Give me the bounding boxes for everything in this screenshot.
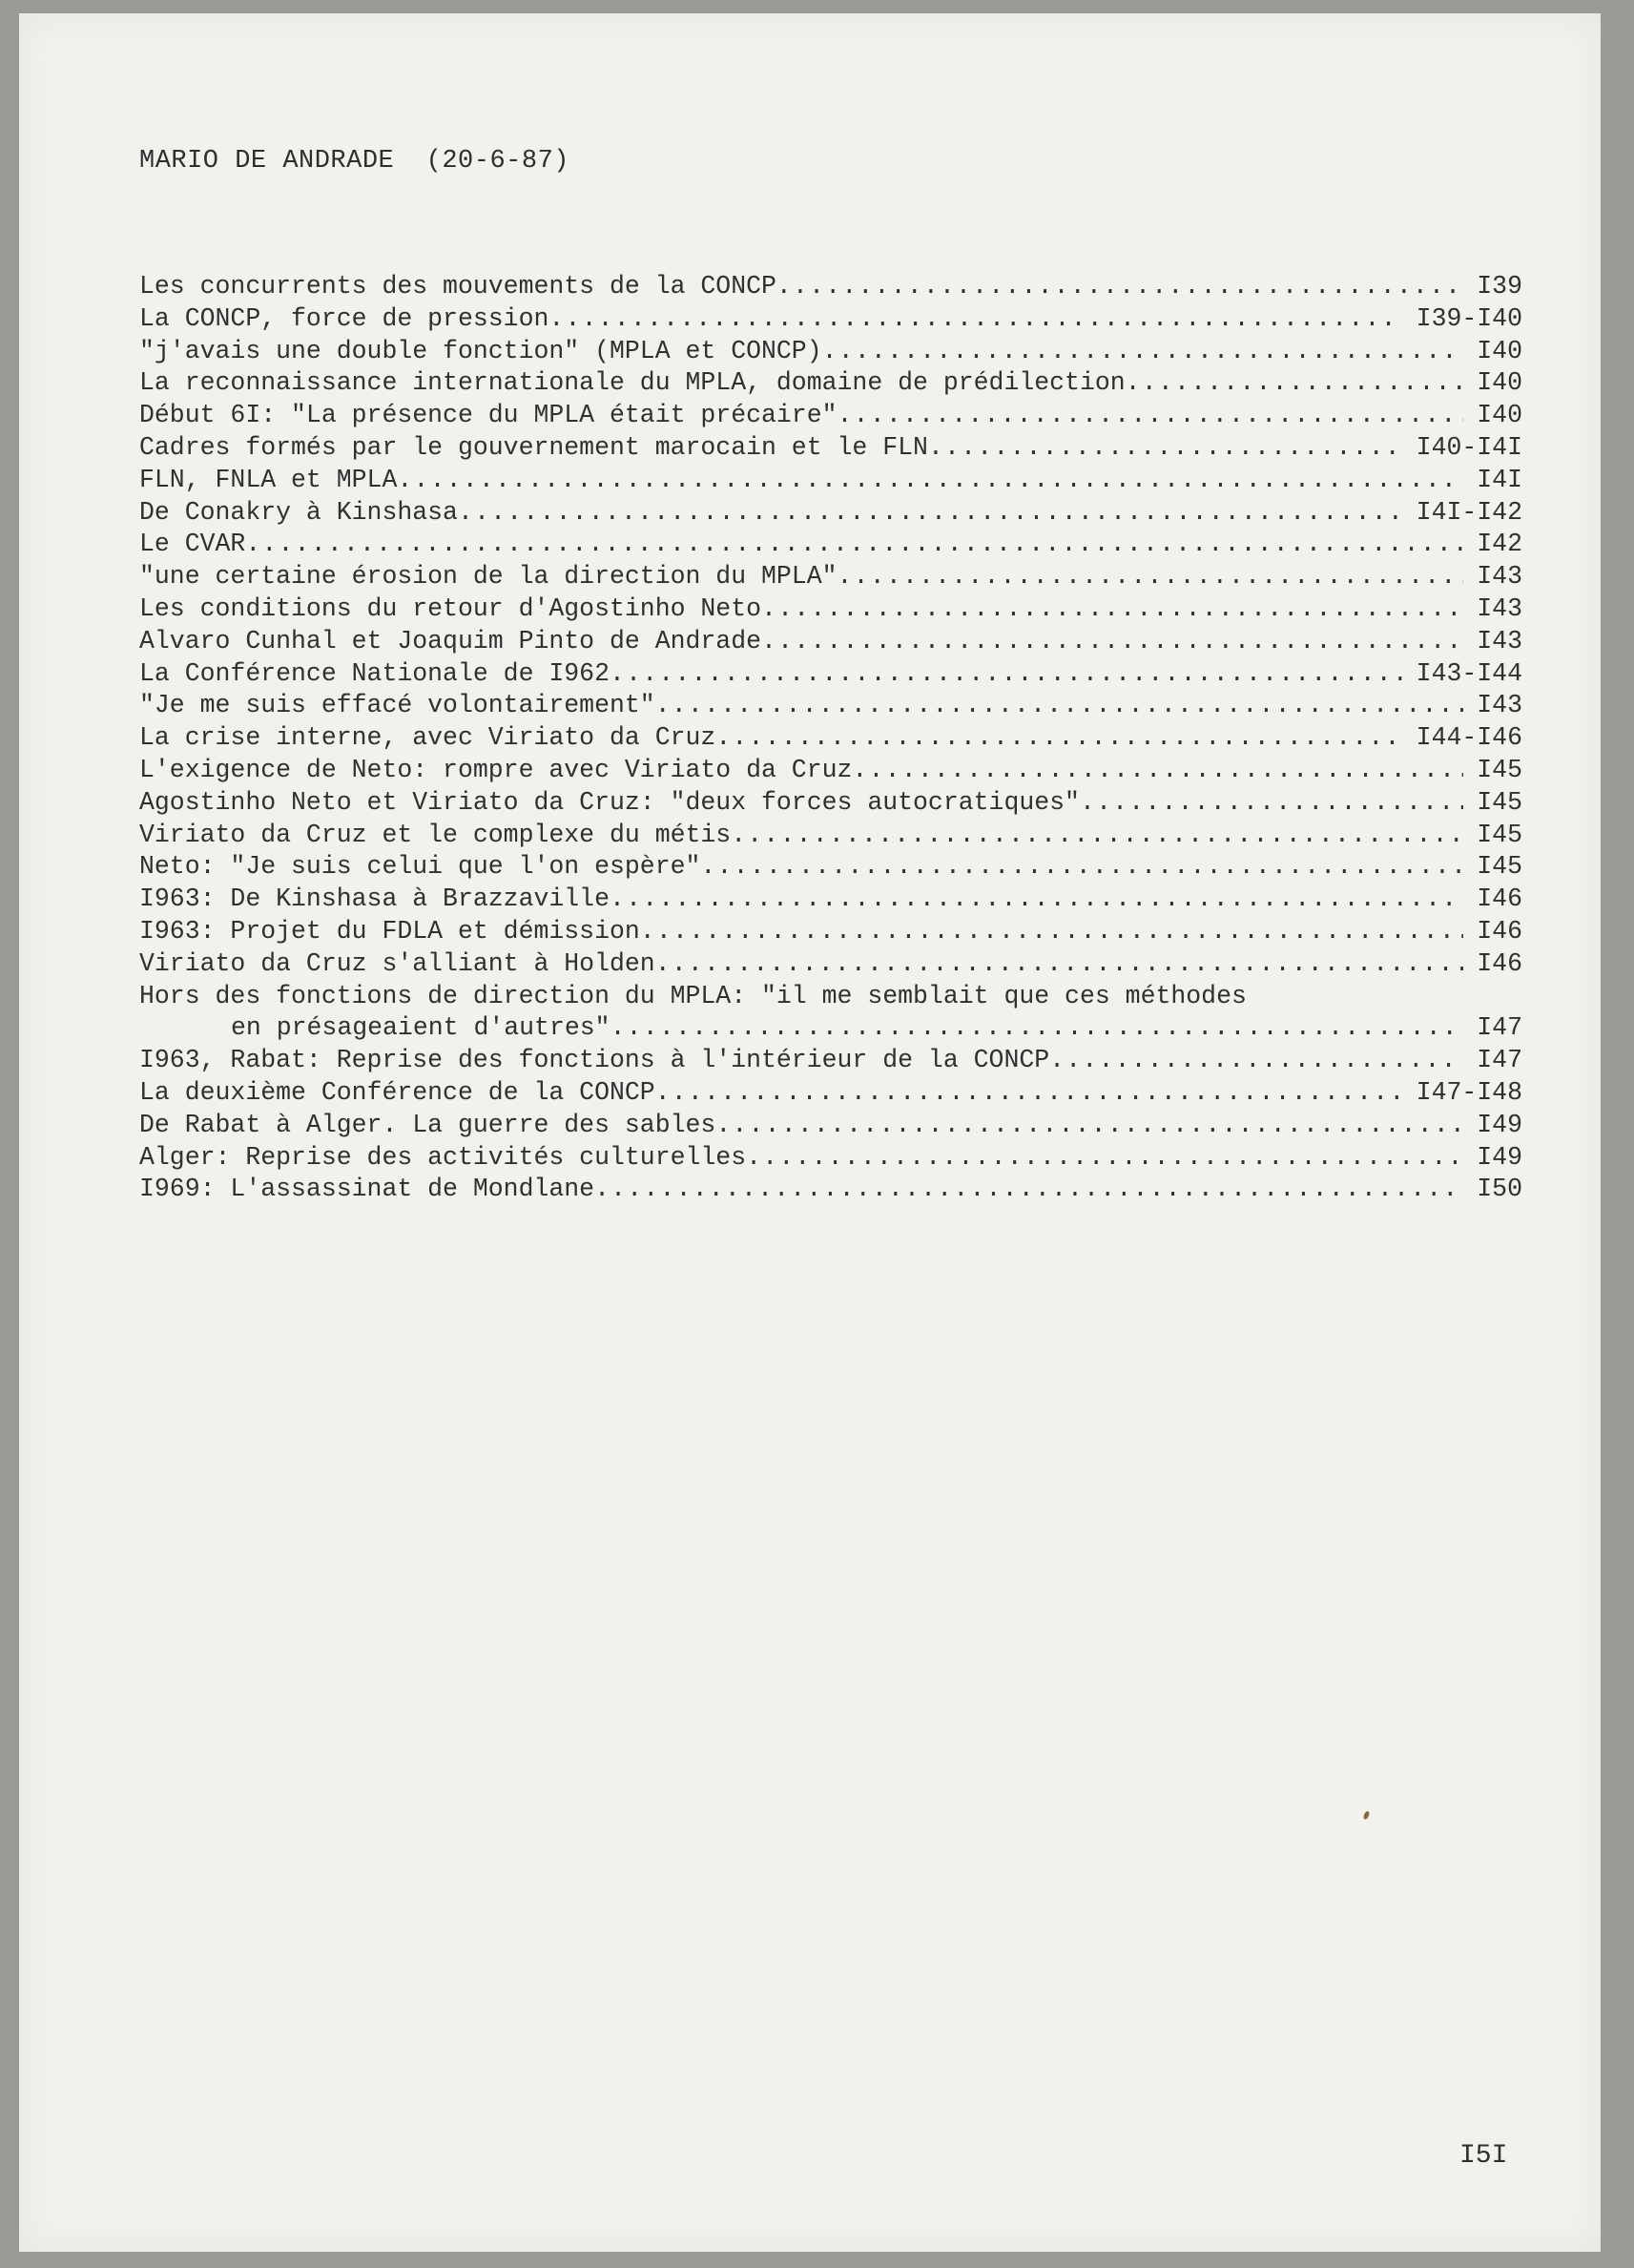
toc-leader-dots: [1126, 367, 1464, 400]
toc-leader-dots: [776, 271, 1463, 303]
toc-entry-page: I40: [1477, 368, 1522, 398]
toc-entry-page: I47: [1477, 1013, 1522, 1043]
toc-leader-dots: [594, 1174, 1463, 1206]
toc-entry-page: I47: [1477, 1046, 1522, 1075]
toc-entry-title: Le CVAR: [139, 530, 246, 559]
toc-entry: [139, 529, 1522, 561]
toc-entry-title: en présageaient d'autres": [231, 1013, 610, 1043]
toc-entry-page: I43: [1477, 626, 1522, 655]
toc-entry: [139, 497, 1522, 530]
toc-entry-title: Les conditions du retour d'Agostinho Neto: [139, 593, 762, 623]
paper-speck: [1362, 1810, 1370, 1820]
toc-entry-title: Neto: "Je suis celui que l'on espère": [139, 852, 701, 882]
toc-entry-title: I963, Rabat: Reprise des fonctions à l'intérieur de la CONCP: [139, 1046, 1050, 1075]
toc-leader-dots: [655, 948, 1464, 981]
toc-leader-dots: [838, 400, 1464, 432]
toc-entry: [139, 626, 1522, 658]
toc-leader-dots: [548, 303, 1402, 336]
toc-entry-page: I43: [1477, 593, 1522, 623]
toc-leader-dots: [610, 658, 1403, 691]
toc-entry-title: "Je me suis effacé volontairement": [139, 691, 655, 720]
toc-entry-title: La reconnaissance internationale du MPLA, domaine de prédilection: [139, 368, 1126, 398]
toc-entry-page: I45: [1477, 755, 1522, 784]
toc-entry-page: I45: [1477, 787, 1522, 817]
toc-entry-page: I46: [1477, 884, 1522, 914]
toc-entry-title: La crise interne, avec Viriato da Cruz: [139, 723, 716, 753]
toc-leader-dots: [610, 1012, 1464, 1045]
toc-entry-title: Agostinho Neto et Viriato da Cruz: "deux forces autocratiques": [139, 787, 1080, 817]
toc-entry: [139, 465, 1522, 497]
toc-entry: [139, 658, 1522, 691]
toc-entry-title: La Conférence Nationale de I962: [139, 658, 610, 688]
toc-entry-page: I43: [1477, 691, 1522, 720]
toc-entry-title-line: Hors des fonctions de direction du MPLA: "il me semblait que ces méthodes: [139, 981, 1247, 1010]
toc-entry-title: La deuxième Conférence de la CONCP: [139, 1077, 655, 1107]
toc-leader-dots: [715, 722, 1402, 755]
toc-entry-title: "j'avais une double fonction" (MPLA et CONCP): [139, 336, 822, 365]
toc-entry: [139, 787, 1522, 820]
toc-entry: [139, 851, 1522, 884]
toc-entry: [139, 722, 1522, 755]
toc-leader-dots: [640, 916, 1463, 948]
toc-entry: [139, 884, 1522, 916]
toc-entry-title: FLN, FNLA et MPLA: [139, 465, 398, 494]
toc-leader-dots: [838, 561, 1464, 593]
toc-entry: [139, 303, 1522, 336]
toc-entry: [139, 432, 1522, 465]
toc-entry-page: I44-I46: [1416, 723, 1522, 753]
toc-entry-title: Viriato da Cruz s'alliant à Holden: [139, 948, 655, 978]
toc-entry-page: I39-I40: [1416, 303, 1522, 333]
toc-entry-title: I969: L'assassinat de Mondlane: [139, 1175, 595, 1204]
toc-leader-dots: [715, 1110, 1463, 1142]
toc-entry-title: De Conakry à Kinshasa: [139, 497, 458, 527]
toc-entry-page: I4I-I42: [1416, 497, 1522, 527]
toc-entry-page: I43-I44: [1416, 658, 1522, 688]
toc-entry-title: De Rabat à Alger. La guerre des sables: [139, 1110, 716, 1139]
toc-entry-title: Alger: Reprise des activités culturelles: [139, 1142, 747, 1172]
toc-entry-title: Viriato da Cruz et le complexe du métis: [139, 820, 732, 849]
toc-entry-page: I40: [1477, 336, 1522, 365]
toc-leader-dots: [1049, 1045, 1463, 1077]
toc-entry: [139, 367, 1522, 400]
toc-entry-page: I46: [1477, 916, 1522, 946]
table-of-contents: [139, 271, 1522, 1206]
toc-entry: [139, 593, 1522, 626]
toc-entry: [139, 1142, 1522, 1175]
toc-entry-page: I43: [1477, 562, 1522, 592]
toc-leader-dots: [397, 465, 1463, 497]
toc-entry: [139, 1110, 1522, 1142]
toc-entry-page: I4I: [1477, 465, 1522, 494]
toc-entry: [139, 1077, 1522, 1110]
toc-entry-title: Cadres formés par le gouvernement marocain et le FLN: [139, 432, 928, 462]
toc-entry-title: Début 6I: "La présence du MPLA était précaire": [139, 401, 838, 430]
toc-entry-title: Alvaro Cunhal et Joaquim Pinto de Andrade: [139, 626, 762, 655]
toc-entry-page: I49: [1477, 1110, 1522, 1139]
toc-entry-page: I45: [1477, 852, 1522, 882]
toc-leader-dots: [700, 851, 1463, 884]
toc-entry: [139, 1012, 1522, 1045]
toc-leader-dots: [761, 626, 1463, 658]
toc-entry-title: I963: Projet du FDLA et démission: [139, 916, 640, 946]
toc-entry: [139, 336, 1522, 368]
toc-entry: [139, 916, 1522, 948]
toc-entry-page: I42: [1477, 530, 1522, 559]
toc-entry-page: I39: [1477, 272, 1522, 301]
toc-entry-title: "une certaine érosion de la direction du MPLA": [139, 562, 838, 592]
toc-leader-dots: [822, 336, 1464, 368]
toc-entry: [139, 400, 1522, 432]
toc-leader-dots: [245, 529, 1463, 561]
toc-entry-page: I47-I48: [1416, 1077, 1522, 1107]
toc-leader-dots: [458, 497, 1403, 530]
document-heading: MARIO DE ANDRADE (20-6-87): [139, 147, 569, 176]
toc-entry-page: I40-I4I: [1416, 432, 1522, 462]
toc-entry-title: Les concurrents des mouvements de la CONCP: [139, 272, 776, 301]
toc-entry: [139, 820, 1522, 852]
toc-leader-dots: [928, 432, 1403, 465]
toc-leader-dots: [655, 1077, 1403, 1110]
page-number: I5I: [1459, 2141, 1508, 2171]
toc-entry-title: L'exigence de Neto: rompre avec Viriato da Cruz: [139, 755, 853, 784]
toc-entry: [139, 1174, 1522, 1206]
toc-entry: [139, 561, 1522, 593]
toc-entry-page: I46: [1477, 948, 1522, 978]
toc-entry: [139, 1045, 1522, 1077]
toc-leader-dots: [1080, 787, 1463, 820]
toc-entry-title: I963: De Kinshasa à Brazzaville: [139, 884, 610, 914]
toc-leader-dots: [761, 593, 1463, 626]
toc-entry: [139, 271, 1522, 303]
toc-leader-dots: [852, 755, 1463, 787]
toc-leader-dots: [746, 1142, 1463, 1175]
toc-entry-title: La CONCP, force de pression: [139, 303, 549, 333]
paper-sheet: [19, 13, 1601, 2252]
toc-leader-dots: [610, 884, 1463, 916]
toc-entry-page: I50: [1477, 1175, 1522, 1204]
toc-entry: [139, 690, 1522, 722]
toc-entry: [139, 755, 1522, 787]
toc-entry: [139, 948, 1522, 981]
toc-entry-page: I49: [1477, 1142, 1522, 1172]
toc-leader-dots: [655, 690, 1464, 722]
toc-entry-page: I40: [1477, 401, 1522, 430]
toc-leader-dots: [731, 820, 1463, 852]
toc-entry-page: I45: [1477, 820, 1522, 849]
